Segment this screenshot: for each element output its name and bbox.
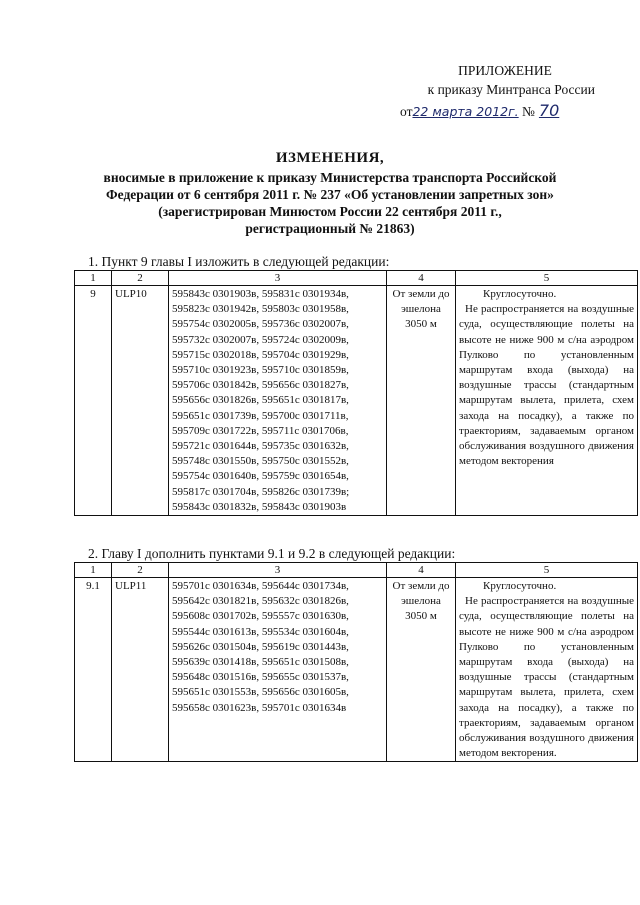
coordinate-line: 595651с 0301739в, 595700с 0301711в, (172, 409, 349, 422)
column-header: 1 (75, 271, 112, 286)
coordinate-line: 595706с 0301842в, 595656с 0301827в, (172, 379, 349, 392)
zone-schedule (456, 578, 638, 762)
appendix-date-line (400, 101, 595, 120)
column-header: 4 (387, 563, 456, 578)
document-subtitle-line-4: регистрационный № 21863) (245, 221, 415, 236)
column-header: 3 (169, 271, 387, 286)
table-row (75, 578, 638, 762)
coordinate-line: 595715с 0302018в, 595704с 0301929в, (172, 348, 349, 361)
column-header: 3 (169, 563, 387, 578)
appendix-subtitle: к приказу Минтранса России (427, 82, 595, 97)
handwritten-date: 22 марта 2012г. (412, 104, 519, 119)
zone-schedule (456, 286, 638, 516)
coordinate-line: 595642с 0301821в, 595632с 0301826в, (172, 595, 349, 608)
document-subtitle-line-2: Федерации от 6 сентября 2011 г. № 237 «Об установлении запретных зон» (106, 187, 554, 202)
schedule-time: Круглосуточно. (483, 580, 557, 592)
zone-altitude: От земли до эшелона 3050 м (387, 578, 456, 762)
zone-coordinates (169, 286, 387, 516)
appendix-title: ПРИЛОЖЕНИЕ (458, 63, 552, 78)
date-prefix: от (400, 104, 413, 119)
coordinate-line: 595754с 0301640в, 595759с 0301654в, (172, 470, 349, 483)
document-subtitle-line-1: вносимые в приложение к приказу Министерства транспорта Российской (103, 170, 557, 185)
coordinate-line: 595658с 0301623в, 595701с 0301634в (172, 701, 347, 714)
coordinate-line: 595710с 0301923в, 595710с 0301859в, (172, 364, 349, 377)
zone-altitude: От земли до эшелона 3050 м (387, 286, 456, 516)
section-1-heading: 1. Пункт 9 главы I изложить в следующей редакции: (88, 254, 390, 269)
coordinate-line: 595721с 0301644в, 595735с 0301632в, (172, 440, 349, 453)
coordinate-line: 595544с 0301613в, 595534с 0301604в, (172, 625, 349, 638)
zone-code: ULP10 (112, 286, 169, 516)
coordinate-line: 595656с 0301826в, 595651с 0301817в, (172, 394, 349, 407)
column-header: 1 (75, 563, 112, 578)
table-row (75, 286, 638, 516)
column-header: 5 (456, 271, 638, 286)
coordinate-line: 595843с 0301903в, 595831с 0301934в, (172, 288, 349, 300)
handwritten-number: 70 (538, 101, 560, 120)
section-1-table (74, 270, 638, 516)
zone-number: 9 (75, 286, 112, 516)
table-header-row (75, 271, 638, 286)
zone-number: 9.1 (75, 578, 112, 762)
schedule-note: Не распространяется на воздушные суда, осуществляющие полеты на высоте не ниже 900 м с/на аэродром Пулково по установленным маршрутам входа (выхода) на воздушные трассы (стандартным маршрутам вылета, прилета, схем захода на посадку), а также по траекториям, задаваемым органом обслуживания воздушного движения методом векторения. (459, 595, 634, 760)
column-header: 4 (387, 271, 456, 286)
coordinate-line: 595626с 0301504в, 595619с 0301443в, (172, 640, 349, 653)
coordinate-line: 595648с 0301516в, 595655с 0301537в, (172, 671, 349, 684)
column-header: 2 (112, 271, 169, 286)
coordinate-line: 595701с 0301634в, 595644с 0301734в, (172, 580, 349, 592)
zone-coordinates (169, 578, 387, 762)
document-title: ИЗМЕНЕНИЯ, (275, 150, 385, 166)
coordinate-line: 595823с 0301942в, 595803с 0301958в, (172, 303, 349, 316)
coordinate-line: 595639с 0301418в, 595651с 0301508в, (172, 656, 349, 669)
coordinate-line: 595817с 0301704в, 595826с 0301739в; (172, 485, 350, 498)
table-header-row (75, 563, 638, 578)
schedule-time: Круглосуточно. (483, 288, 557, 300)
zone-code: ULP11 (112, 578, 169, 762)
column-header: 5 (456, 563, 638, 578)
coordinate-line: 595651с 0301553в, 595656с 0301605в, (172, 686, 349, 699)
section-2-heading: 2. Главу I дополнить пунктами 9.1 и 9.2 в следующей редакции: (88, 546, 456, 561)
section-2-table (74, 562, 638, 762)
coordinate-line: 595843с 0301832в, 595843с 0301903в (172, 500, 347, 513)
coordinate-line: 595709с 0301722в, 595711с 0301706в, (172, 424, 349, 437)
coordinate-line: 595608с 0301702в, 595557с 0301630в, (172, 610, 349, 623)
column-header: 2 (112, 563, 169, 578)
document-subtitle-line-3: (зарегистрирован Минюстом России 22 сентября 2011 г., (158, 204, 502, 219)
schedule-note: Не распространяется на воздушные суда, осуществляющие полеты на высоте не ниже 900 м с/на аэродром Пулково по установленным маршрутам входа (выхода) на воздушные трассы (стандартным маршрутам вылета, прилета, схем захода на посадку), а также по траекториям, задаваемым органом обслуживания воздушного движения методом векторения (459, 303, 634, 468)
coordinate-line: 595748с 0301550в, 595750с 0301552в, (172, 455, 349, 468)
coordinate-line: 595754с 0302005в, 595736с 0302007в, (172, 318, 349, 331)
number-prefix: № (522, 104, 535, 119)
coordinate-line: 595732с 0302007в, 595724с 0302009в, (172, 333, 349, 346)
